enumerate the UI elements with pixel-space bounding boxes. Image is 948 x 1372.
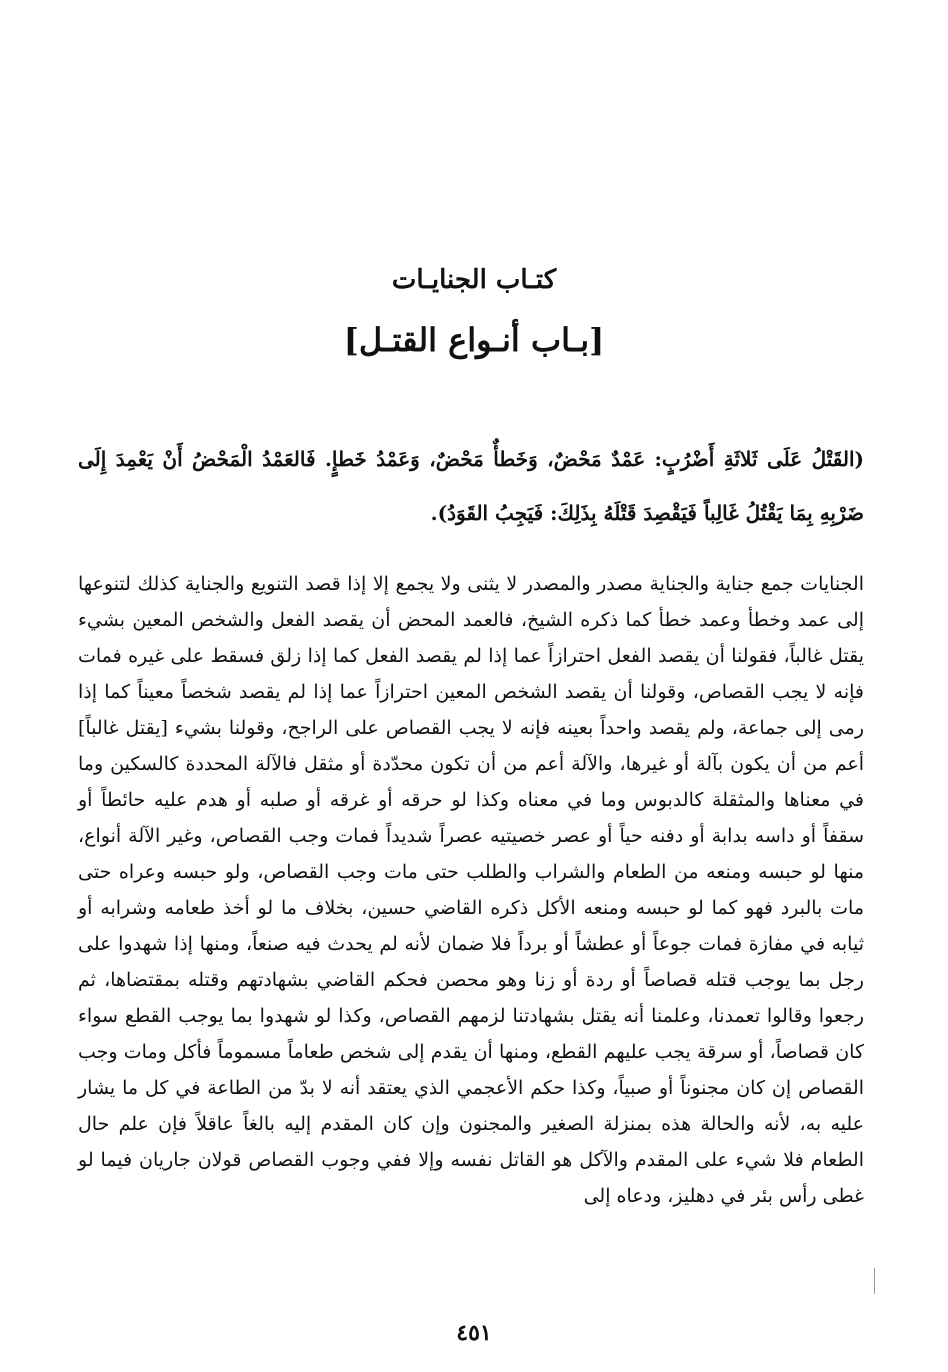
margin-mark — [874, 1268, 875, 1294]
chapter-title: [بـاب أنـواع القتـل] — [343, 321, 605, 359]
commentary-text: الجنايات جمع جناية والجناية مصدر والمصدر لا يثنى ولا يجمع إلا إذا قصد التنويع والجناية كذلك لتنوعها إلى عمد وخطأ وعمد خطأ كما ذكره الشيخ، فالعمد المحض أن يقصد الفعل والشخص المعين بشيء يقتل غالباً، فقولنا أن يقصد الفعل احترازاً عما إذا لم يقصد الفعل كما إذا زلق فسقط على غيره فمات فإنه لا يجب القصاص، وقولنا أن يقصد الشخص المعين احترازاً عما إذا لم يقصد شخصاً معيناً كما إذا رمى إلى جماعة، ولم يقصد واحداً بعينه فإنه لا يجب القصاص على الراجح، وقولنا بشيء [يقتل غالباً] أعم من أن يكون بآلة أو غيرها، والآلة أعم من أن تكون محدّدة أو مثقل فالآلة المحددة كالسكين وما في معناها والمثقلة كالدبوس وما في معناه وكذا لو حرقه أو غرقه أو صلبه أو هدم عليه حائطاً أو سقفاً أو داسه بدابة أو دفنه حياً أو عصر خصيتيه عصراً شديداً فمات وجب القصاص، وغير الآلة أنواع، منها لو حبسه ومنعه من الطعام والشراب والطلب حتى مات وجب القصاص، ولو حبسه وعراه حتى مات بالبرد فهو كما لو حبسه ومنعه الأكل ذكره القاضي حسين، بخلاف ما لو أخذ طعامه وشرابه أو ثيابه في مفازة فمات جوعاً أو عطشاً أو برداً فلا ضمان لأنه لم يحدث فيه صنعاً، ومنها إذا شهدوا على رجل بما يوجب قتله قصاصاً أو ردة أو زنا وهو محصن فحكم القاضي بشهادتهم وقتله بمقتضاها، ثم رجعوا وقالوا تعمدنا، وعلمنا أنه يقتل بشهادتنا لزمهم القصاص، وكذا لو شهدوا بما يوجب القطع سواء كان قصاصاً، أو سرقة يجب عليهم القطع، ومنها أن يقدم إلى شخص طعاماً مسموماً فأكل ومات وجب القصاص إن كان مجنوناً أو صبياً، وكذا حكم الأعجمي الذي يعتقد أنه لا بدّ من الطاعة في كل ما يشار عليه به، لأنه والحالة هذه بمنزلة الصغير والمجنون وإن كان المقدم إليه بالغاً عاقلاً فإن علم حال الطعام فلا شيء على المقدم والآكل هو القاتل نفسه وإلا ففي وجوب القصاص قولان جاريان فيما لو غطى رأس بئر في دهليز، ودعاه إلى — [78, 573, 864, 1207]
matn-text: (القَتْلُ عَلَى ثَلاثَةِ أَضْرُبٍ: عَمْدٌ مَحْضٌ، وَخَطأٌ مَحْضٌ، وَعَمْدُ خَطإٍ. فَالعَمْدُ الْمَحْضُ أَنْ يَعْمِدَ إِلَى ضَرْبِهِ بِمَا يَقْتُلُ غَالِباً فَيَقْصِدَ قَتْلَهُ بِذَلِكَ: فَيَجِبُ القَوَدُ). — [78, 447, 864, 525]
book-title: كتـاب الجنايـات — [391, 265, 557, 295]
page-number: ٤٥١ — [456, 1320, 492, 1346]
